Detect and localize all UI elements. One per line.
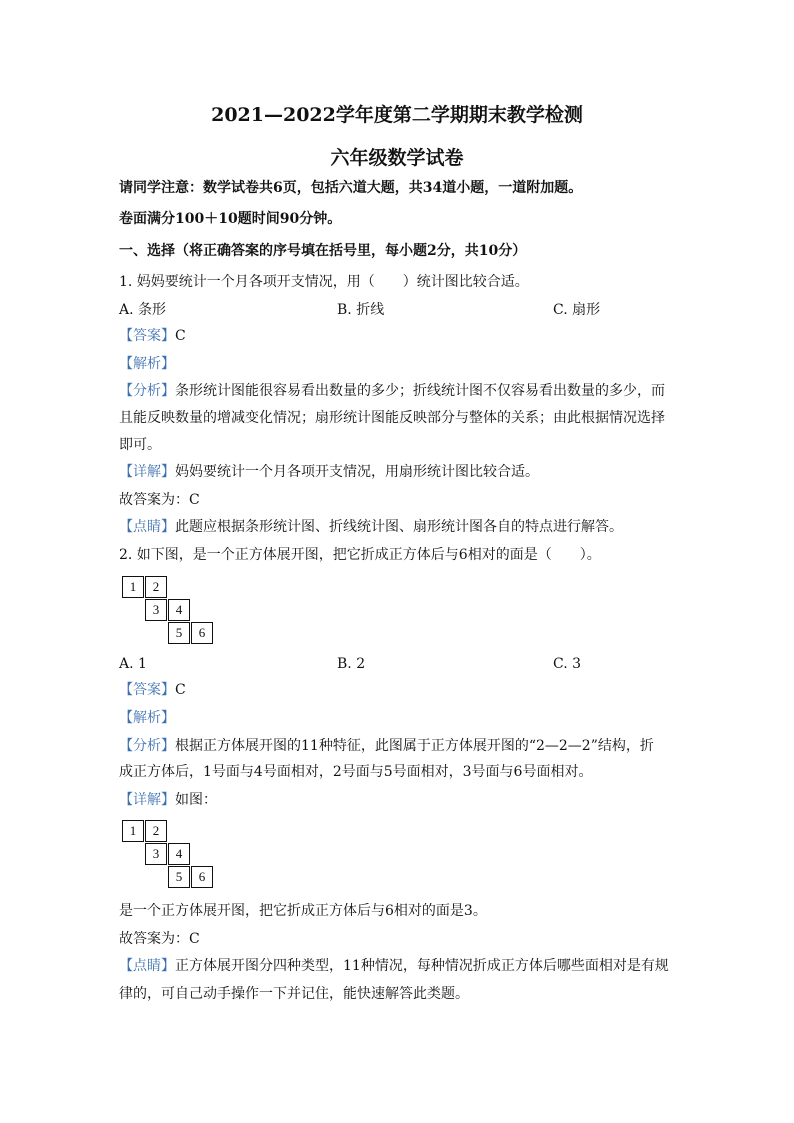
q1-detail [119,462,539,482]
q2-comment-line-1 [119,956,669,976]
q2-option-a: A. 1 [119,656,147,672]
net-cell: 3 [145,843,167,865]
q2-comment-line-2: 律的，可自己动手操作一下并记住，能快速解答此类题。 [119,986,469,1002]
comment-tag: 【点睛】 [119,519,175,535]
detail-text: 妈妈要统计一个月各项开支情况，用扇形统计图比较合适。 [175,464,539,480]
q2-option-c: C. 3 [553,656,582,672]
q2-stem: 2. 如下图，是一个正方体展开图，把它折成正方体后与6相对的面是（ ）。 [119,547,601,563]
q1-fenxi-line-2: 且能反映数量的增减变化情况；扇形统计图能反映部分与整体的关系；由此根据情况选择 [119,410,665,426]
q1-answer [119,326,186,346]
net-cell: 2 [145,820,167,842]
q1-analysis-label [119,354,175,374]
q2-option-b: B. 2 [337,656,366,672]
answer-tag: 【答案】 [119,682,175,698]
comment-text: 正方体展开图分四种类型，11种情况，每种情况折成正方体后哪些面相对是有规 [175,958,669,974]
q1-final-answer: 故答案为：C [119,492,200,508]
q2-answer [119,680,186,700]
cube-net-figure-answer [122,820,216,888]
q1-fenxi-line-3: 即可。 [119,437,161,453]
q2-fenxi-line-2: 成正方体后，1号面与4号面相对，2号面与5号面相对，3号面与6号面相对。 [119,764,593,780]
q2-fenxi-line-1 [119,736,654,756]
net-cell: 5 [168,866,190,888]
answer-value: C [175,328,186,344]
net-cell: 4 [168,599,190,621]
answer-value: C [175,682,186,698]
detail-tag: 【详解】 [119,792,175,808]
q1-stem: 1. 妈妈要统计一个月各项开支情况，用（ ）统计图比较合适。 [119,274,529,290]
q1-option-b: B. 折线 [337,302,385,318]
net-cell: 3 [145,599,167,621]
net-cell: 2 [145,576,167,598]
q2-after-figure: 是一个正方体展开图，把它折成正方体后与6相对的面是3。 [119,903,487,919]
q2-detail [119,790,217,810]
net-cell: 5 [168,622,190,644]
q2-analysis-label [119,708,175,728]
exam-title: 2021—2022学年度第二学期期末教学检测 [211,104,583,126]
detail-text: 如图： [175,792,217,808]
notice-line-2: 卷面满分100＋10题时间90分钟。 [119,211,342,227]
fenxi-tag: 【分析】 [119,738,175,754]
fenxi-tag: 【分析】 [119,383,175,399]
detail-tag: 【详解】 [119,464,175,480]
notice-line-1: 请同学注意：数学试卷共6页，包括六道大题，共34道小题，一道附加题。 [119,180,583,196]
section-heading: 一、选择（将正确答案的序号填在括号里，每小题2分，共10分） [119,243,527,259]
cube-net-figure [122,576,216,644]
net-cell: 1 [122,576,144,598]
fenxi-text: 根据正方体展开图的11种特征，此图属于正方体展开图的“2—2—2”结构，折 [175,738,654,754]
answer-tag: 【答案】 [119,328,175,344]
analysis-tag: 【解析】 [119,356,175,372]
q1-option-a: A. 条形 [119,302,167,318]
comment-tag: 【点睛】 [119,958,175,974]
q2-final-answer: 故答案为：C [119,931,200,947]
net-cell: 4 [168,843,190,865]
net-cell: 6 [191,866,213,888]
analysis-tag: 【解析】 [119,710,175,726]
q1-fenxi-line-1 [119,381,665,401]
net-cell: 6 [191,622,213,644]
fenxi-text: 条形统计图能很容易看出数量的多少；折线统计图不仅容易看出数量的多少，而 [175,383,665,399]
comment-text: 此题应根据条形统计图、折线统计图、扇形统计图各自的特点进行解答。 [175,519,623,535]
exam-subtitle: 六年级数学试卷 [330,147,464,169]
q1-comment [119,517,623,537]
q1-option-c: C. 扇形 [553,302,601,318]
net-cell: 1 [122,820,144,842]
